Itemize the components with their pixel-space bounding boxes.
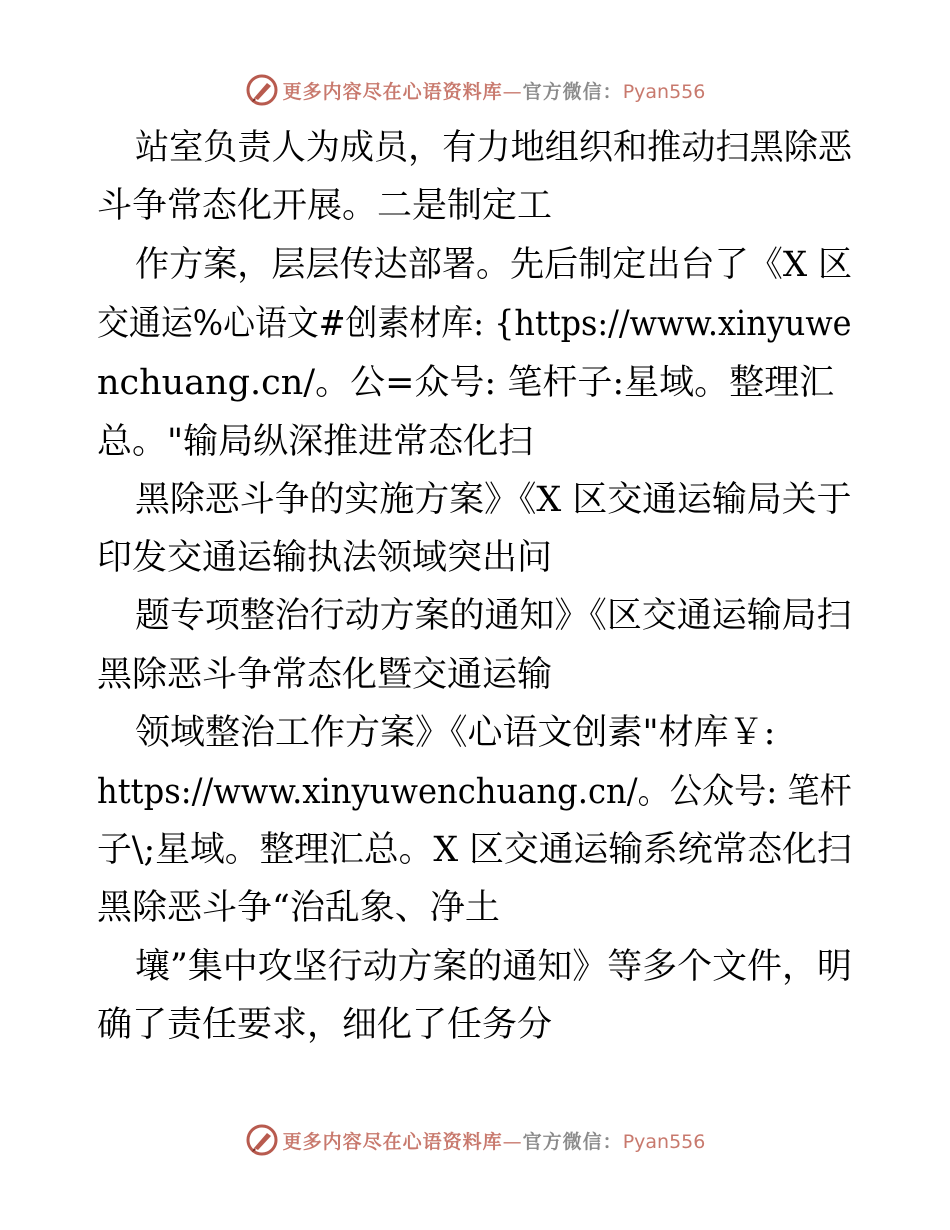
- text-line: 子\;星域。整理汇总。X 区交通运输系统常态化扫: [97, 830, 852, 870]
- pen-logo-icon: [245, 73, 279, 107]
- footer-watermark: [0, 1120, 950, 1160]
- text-line: 印发交通运输执法领域突出问: [97, 538, 553, 578]
- text-line: 交通运%心语文#创素材库: {https://www.xinyuwe: [97, 304, 852, 344]
- text-line: 黑除恶斗争的实施方案》《X 区交通运输局关于: [135, 480, 852, 520]
- watermark-text: [283, 1127, 706, 1154]
- text-line: nchuang.cn/。公=众号: 笔杆子:星域。整理汇: [97, 363, 835, 403]
- text-line: 壤”集中攻坚行动方案的通知》等多个文件，明: [135, 947, 852, 987]
- text-line: 黑除恶斗争常态化暨交通运输: [97, 655, 553, 695]
- header-watermark: [0, 70, 950, 110]
- text-line: 站室负责人为成员，有力地组织和推动扫黑除恶: [135, 128, 853, 168]
- text-line: 领域整治工作方案》《心语文创素"材库￥:: [135, 713, 776, 753]
- watermark-main: 更多内容尽在心语资料库: [282, 80, 503, 103]
- watermark-dash: —: [502, 1130, 523, 1153]
- text-line: https://www.xinyuwenchuang.cn/。公众号: 笔杆: [97, 772, 852, 812]
- watermark-id: Pyan556: [622, 80, 706, 103]
- pen-logo-icon: [245, 1123, 279, 1157]
- watermark-dash: —: [502, 80, 523, 103]
- watermark-text: [283, 77, 706, 104]
- text-line: 总。"输局纵深推进常态化扫: [97, 422, 534, 462]
- text-line: 作方案，层层传达部署。先后制定出台了《X 区: [135, 245, 853, 285]
- watermark-official: 官方微信：: [522, 80, 623, 103]
- watermark-main: 更多内容尽在心语资料库: [282, 1130, 503, 1153]
- text-line: 题专项整治行动方案的通知》《区交通运输局扫: [135, 596, 852, 636]
- text-line: 黑除恶斗争“治乱象、净土: [97, 888, 500, 928]
- watermark-official: 官方微信：: [522, 1130, 623, 1153]
- text-line: 斗争常态化开展。二是制定工: [97, 186, 553, 226]
- watermark-id: Pyan556: [622, 1130, 706, 1153]
- text-line: 确了责任要求，细化了任务分: [97, 1005, 553, 1045]
